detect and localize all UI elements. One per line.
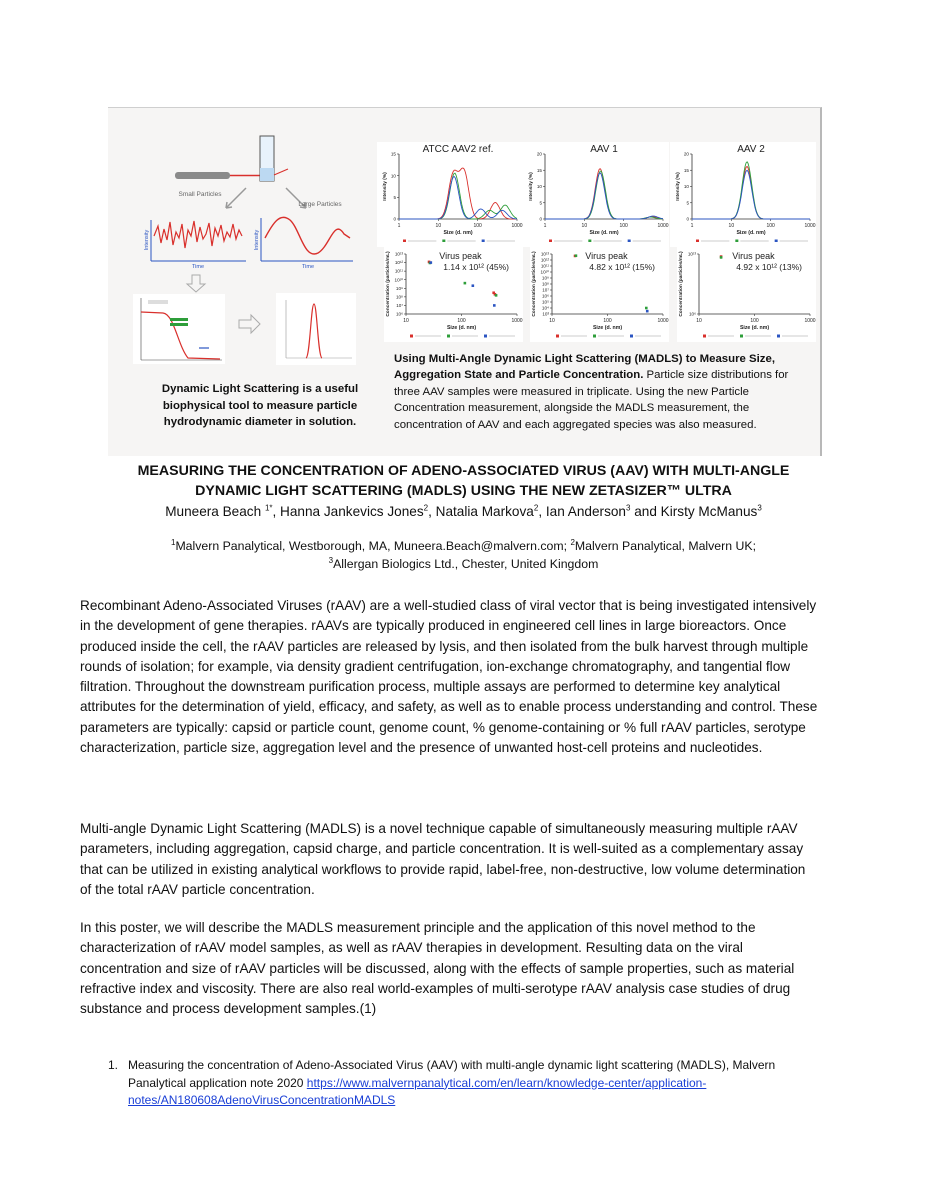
poster-scope-paragraph: In this poster, we will describe the MADLS measurement principle and the application of this novel method to the characterization of rAAV model samples, as well as rAAV therapies in development. Resulting data on the viral concentration and size of rAAV particles will be discussed, along with the effects of sample properties, such as material refractive index and viscosity. There are also real world-examples of multi-serotype rAAV analysis case studies of drug substance and process development samples.(1)	[80, 920, 795, 1017]
y-tick-label: 10¹¹	[540, 263, 549, 269]
y-tick-label: 10⁴	[541, 305, 549, 311]
x-tick-label: 100	[457, 318, 466, 324]
legend-swatch	[410, 335, 413, 338]
y-tick-label: 10⁷	[396, 303, 403, 309]
chart-3	[670, 142, 816, 247]
legend-swatch	[630, 335, 633, 338]
y-tick-label: 15	[390, 151, 396, 157]
y-tick-label: 10⁸	[541, 281, 549, 287]
legend-swatch	[593, 335, 596, 338]
poster-figure	[108, 107, 822, 456]
y-tick-label: 10	[390, 173, 396, 179]
affiliation-line-2: $^3$Allergan Biologics Ltd., Chester, United Kingdom	[328, 555, 599, 571]
cuvette-icon	[260, 136, 288, 181]
y-tick-label: 0	[393, 216, 396, 222]
y-tick-label: 10¹¹	[394, 268, 403, 274]
chart-1	[377, 142, 523, 247]
x-tick-label: 10	[549, 318, 555, 324]
y-tick-label: 10⁶	[541, 293, 549, 299]
correlogram-thumbnail	[133, 294, 225, 364]
intensity-label-small: Intensity	[144, 229, 150, 251]
y-tick-label: 10³	[542, 311, 549, 317]
x-tick-label: 100	[473, 223, 482, 229]
x-tick-label: 10	[435, 223, 442, 229]
madls-caption	[394, 351, 804, 433]
x-tick-label: 10	[728, 223, 735, 229]
y-tick-label: 10	[536, 184, 542, 190]
legend-swatch	[777, 335, 780, 338]
author-1: Muneera Beach $^{1*}$	[165, 503, 273, 519]
data-point	[645, 307, 648, 310]
intensity-label-large: Intensity	[254, 229, 260, 251]
y-axis-label: Intensity (%)	[676, 172, 681, 201]
y-tick-label: 10⁹	[541, 275, 549, 281]
virus-peak-label: Virus peak	[439, 251, 482, 261]
x-tick-label: 1000	[657, 223, 669, 229]
chart-6	[677, 242, 816, 342]
x-tick-label: 1000	[511, 318, 523, 324]
large-particle-trace	[261, 217, 353, 261]
affiliations	[80, 537, 847, 573]
author-3: , Natalia Markova$^2$	[428, 503, 539, 519]
laser-beam-icon	[175, 172, 260, 179]
chart-title: AAV 2	[737, 144, 765, 155]
x-axis-label: Size (d. nm)	[443, 230, 473, 236]
reference-number: 1.	[108, 1058, 119, 1072]
y-tick-label: 10¹³	[394, 251, 403, 257]
legend-swatch	[740, 335, 743, 338]
title-block	[80, 461, 847, 573]
author-list	[80, 502, 847, 522]
reference-link[interactable]: https://www.malvernpanalytical.com/en/learn/knowledge-center/application-notes/AN180608AdenoVirusConcentrationMADLS	[128, 1075, 707, 1107]
y-axis-label: Concentration (particles/mL)	[679, 251, 684, 317]
time-label-small: Time	[191, 264, 205, 270]
data-point	[646, 310, 649, 313]
madls-caption-bold: Using Multi-Angle Dynamic Light Scattering (MADLS) to Measure Size, Aggregation State and Particle Concentration.	[394, 353, 775, 382]
y-tick-label: 10⁵	[541, 299, 549, 305]
data-point	[464, 282, 467, 285]
x-tick-label: 1	[543, 223, 547, 229]
data-point	[493, 304, 496, 307]
right-arrow-icon	[239, 315, 260, 333]
y-tick-label: 10⁶	[688, 311, 696, 317]
y-tick-label: 10⁶	[395, 311, 403, 317]
virus-peak-value: 4.82 x 10¹² (15%)	[589, 262, 655, 272]
small-particle-trace	[151, 220, 246, 261]
data-point	[430, 261, 433, 264]
small-particles-label: Small Particles	[178, 191, 222, 198]
chart-5	[530, 242, 669, 342]
y-tick-label: 0	[539, 216, 542, 222]
poster-title	[80, 461, 847, 501]
branch-arrows	[226, 188, 306, 208]
x-axis-label: Size (d. nm)	[589, 230, 619, 236]
x-tick-label: 100	[603, 318, 612, 324]
y-tick-label: 5	[686, 200, 689, 206]
time-label-large: Time	[301, 264, 315, 270]
y-axis-label: Intensity (%)	[529, 172, 534, 201]
title-line-1: MEASURING THE CONCENTRATION OF ADENO-ASSOCIATED VIRUS (AAV) WITH MULTI-ANGLE	[137, 463, 790, 479]
x-tick-label: 10	[581, 223, 588, 229]
reference-1	[128, 1057, 826, 1110]
x-tick-label: 1000	[657, 318, 669, 324]
affiliation-line-1: $^1$Malvern Panalytical, Westborough, MA, Muneera.Beach@malvern.com; $^2$Malvern Panalytical, Malvern UK;	[170, 537, 756, 553]
x-axis-label: Size (d. nm)	[736, 230, 766, 236]
virus-peak-label: Virus peak	[585, 251, 628, 261]
y-tick-label: 10¹³	[687, 251, 696, 257]
x-tick-label: 10	[403, 318, 409, 324]
title-line-2: DYNAMIC LIGHT SCATTERING (MADLS) USING THE NEW ZETASIZER™ ULTRA	[195, 483, 732, 499]
x-tick-label: 1	[397, 223, 401, 229]
y-tick-label: 20	[683, 151, 689, 157]
x-tick-label: 100	[750, 318, 759, 324]
chart-title: AAV 1	[590, 144, 618, 155]
y-axis-label: Concentration (particles/mL)	[532, 251, 537, 317]
size-distribution-thumbnail	[276, 293, 356, 365]
chart-2	[523, 142, 669, 247]
y-tick-label: 10	[683, 184, 689, 190]
y-axis-label: Intensity (%)	[383, 172, 388, 201]
author-5: and Kirsty McManus$^3$	[630, 503, 762, 519]
madls-caption-text: Particle size distributions for three AAV samples were measured in triplicate. Using the new Particle Concentration measurement, alongside the MADLS measurement, the concentration of AAV and each aggregated species was also measured.	[394, 369, 789, 431]
y-tick-label: 5	[393, 194, 396, 200]
x-tick-label: 1	[690, 223, 694, 229]
x-tick-label: 1000	[804, 223, 816, 229]
large-particles-label: Large Particles	[298, 201, 342, 208]
y-tick-label: 10⁸	[395, 294, 403, 300]
y-tick-label: 10¹³	[540, 251, 549, 257]
data-point	[575, 254, 578, 257]
madls-paragraph: Multi-angle Dynamic Light Scattering (MADLS) is a novel technique capable of simultaneously measuring multiple rAAV parameters, including aggregation, capsid charge, and particle concentration. It is well-suited as a complementary assay that can be utilized in existing analytical workflows to provide rapid, label-free, non-destructive, low volume determination of the total rAAV particle concentration.	[80, 821, 806, 897]
dls-caption: Dynamic Light Scattering is a useful biophysical tool to measure particle hydrodynamic diameter in solution.	[161, 383, 359, 428]
reference-list	[108, 1057, 826, 1110]
y-tick-label: 15	[683, 167, 689, 173]
virus-peak-value: 1.14 x 10¹² (45%)	[443, 262, 509, 272]
x-axis-label: Size (d. nm)	[592, 325, 623, 331]
y-tick-label: 20	[536, 151, 542, 157]
x-axis-label: Size (d. nm)	[446, 325, 477, 331]
y-axis-label: Concentration (particles/mL)	[386, 251, 391, 317]
virus-peak-label: Virus peak	[732, 251, 775, 261]
x-tick-label: 1000	[511, 223, 523, 229]
y-tick-label: 10¹⁰	[394, 277, 403, 283]
legend-swatch	[703, 335, 706, 338]
author-2: , Hanna Jankevics Jones$^2$	[272, 503, 429, 519]
y-tick-label: 10¹²	[394, 260, 403, 266]
y-tick-label: 15	[536, 167, 542, 173]
legend-swatch	[484, 335, 487, 338]
y-tick-label: 10⁷	[542, 287, 549, 293]
down-arrow-icon	[187, 275, 205, 292]
y-tick-label: 5	[539, 200, 542, 206]
x-axis-label: Size (d. nm)	[739, 325, 770, 331]
data-point	[495, 294, 498, 297]
data-point	[720, 256, 723, 259]
author-4: , Ian Anderson$^3$	[538, 503, 631, 519]
x-tick-label: 100	[766, 223, 775, 229]
y-tick-label: 0	[686, 216, 689, 222]
reference-text: Measuring the concentration of Adeno-Associated Virus (AAV) with multi-angle dynamic light scattering (MADLS), Malvern Panalytical application note 2020	[128, 1058, 776, 1090]
y-tick-label: 10¹⁰	[540, 269, 549, 275]
intro-paragraph: Recombinant Adeno-Associated Viruses (rAAV) are a well-studied class of viral vector that is being investigated intensively in the development of gene therapies. rAAVs are typically produced in engineered cell lines in large bioreactors. Once produced inside the cell, the rAAV particles are released by lysis, and then isolated from the bulk harvest through multiple rounds of isolation; for example, via density gradient centrifugation, ion-exchange chromatography, and tangential flow filtration. Throughout the downstream purification process, multiple assays are performed to determine key analytical attributes for the determination of yield, efficacy, and safety, as well as to enable process understanding and control. These parameters are typically: capsid or particle count, genome count, % genome-containing or % full rAAV particles, serotype characterization, particle size, aggregation level and the presence of unwanted host-cell proteins and nucleotides.	[80, 598, 818, 756]
data-point	[472, 284, 475, 287]
legend-swatch	[556, 335, 559, 338]
legend-swatch	[447, 335, 450, 338]
y-tick-label: 10⁹	[395, 285, 403, 291]
virus-peak-value: 4.92 x 10¹² (13%)	[736, 262, 802, 272]
x-tick-label: 1000	[804, 318, 816, 324]
y-tick-label: 10¹²	[540, 257, 549, 263]
chart-4	[384, 242, 523, 342]
x-tick-label: 10	[696, 318, 702, 324]
chart-title: ATCC AAV2 ref.	[422, 144, 494, 155]
x-tick-label: 100	[619, 223, 628, 229]
charts-layer	[377, 142, 816, 342]
